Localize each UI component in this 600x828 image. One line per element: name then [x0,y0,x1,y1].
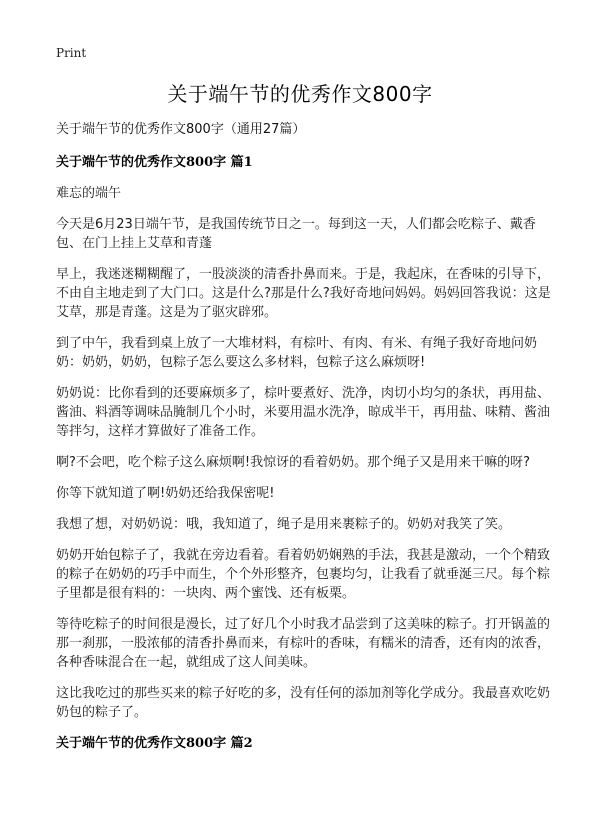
paragraph: 今天是6月23日端午节，是我国传统节日之一。每到这一天，人们都会吃粽子、戴香包、在门上挂上艾草和青蓬 [56,217,536,251]
paragraph: 难忘的端午 [56,186,122,201]
paragraph: 奶奶说：比你看到的还要麻烦多了，棕叶要煮好、洗净，肉切小均匀的条状，再用盐、酱油、料酒等调味品腌制几个小时，米要用温水洗净，晾成半干，再用盐、味精、酱油等拌匀，这样才算做好了准备工作。 [56,386,551,439]
document-subtitle: 关于端午节的优秀作文800字（通用27篇） [56,122,306,137]
section-heading-2: 关于端午节的优秀作文800字 篇2 [56,736,253,751]
paragraph: 啊?不会吧，吃个粽子这么麻烦啊!我惊讶的看着奶奶。那个绳子又是用来干嘛的呀? [56,455,531,470]
document-body [56,120,552,765]
page-title: 关于端午节的优秀作文800字 [167,82,433,106]
paragraph: 你等下就知道了啊!奶奶还给我保密呢! [56,486,275,501]
paragraph: 到了中午，我看到桌上放了一大堆材料，有棕叶、有肉、有米、有绳子我好奇地问奶奶：奶奶，奶奶，包粽子怎么要这么多材料，包粽子这么麻烦呀! [56,336,538,370]
section-heading-1: 关于端午节的优秀作文800字 篇1 [56,155,253,170]
print-label: Print [56,46,87,60]
paragraph: 这比我吃过的那些买来的粽子好吃的多，没有任何的添加剂等化学成分。我最喜欢吃奶奶包的粽子了。 [56,686,551,720]
paragraph: 我想了想，对奶奶说：哦，我知道了，绳子是用来裹粽子的。奶奶对我笑了笑。 [56,517,512,532]
paragraph: 奶奶开始包粽子了，我就在旁边看着。看着奶奶娴熟的手法，我甚是激动，一个个精致的粽子在奶奶的巧手中而生，个个外形整齐，包裹均匀，让我看了就垂涎三尺。每个粽子里都是很有料的：一块肉、两个蜜饯、还有板栗。 [56,548,551,601]
paragraph: 早上，我迷迷糊糊醒了，一股淡淡的清香扑鼻而来。于是，我起床，在香味的引导下，不由自主地走到了大门口。这是什么?那是什么?我好奇地问妈妈。妈妈回答我说：这是艾草，那是青蓬。这是为了驱灾辟邪。 [56,267,551,320]
paragraph: 等待吃粽子的时间很是漫长，过了好几个小时我才品尝到了这美味的粽子。打开锅盖的那一刹那，一股浓郁的清香扑鼻而来，有棕叶的香味，有糯米的清香，还有肉的浓香，各种香味混合在一起，就组成了这人间美味。 [56,617,551,670]
